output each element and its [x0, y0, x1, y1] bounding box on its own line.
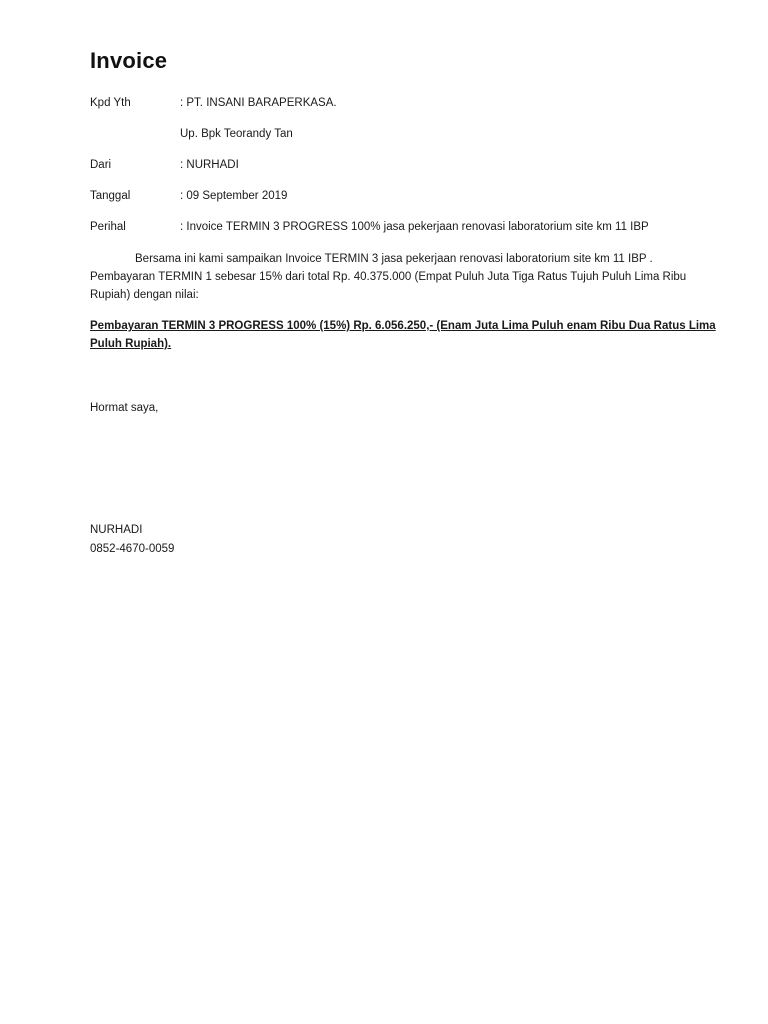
attention-value: Up. Bpk Teorandy Tan	[180, 128, 293, 140]
payment-line-2: Puluh Rupiah).	[90, 338, 172, 350]
sender-value: : NURHADI	[180, 159, 239, 171]
body-line-1: Bersama ini kami sampaikan Invoice TERMIN 3 jasa pekerjaan renovasi laboratorium site km 11 IBP .	[135, 253, 653, 265]
body-line-3: Rupiah) dengan nilai:	[90, 289, 199, 301]
subject-value: : Invoice TERMIN 3 PROGRESS 100% jasa pekerjaan renovasi laboratorium site km 11 IBP	[180, 221, 649, 233]
date-label: Tanggal	[90, 190, 131, 202]
document-title: Invoice	[90, 48, 168, 73]
sender-label: Dari	[90, 159, 112, 171]
payment-line-1: Pembayaran TERMIN 3 PROGRESS 100% (15%) Rp. 6.056.250,- (Enam Juta Lima Puluh enam Ribu Dua Ratus Lima	[90, 320, 716, 332]
signature-name: NURHADI	[90, 524, 143, 536]
body-line-2: Pembayaran TERMIN 1 sebesar 15% dari total Rp. 40.375.000 (Empat Puluh Juta Tiga Ratus Tujuh Puluh Lima Ribu	[90, 271, 687, 283]
body-paragraph	[90, 250, 687, 304]
signature-phone: 0852-4670-0059	[90, 543, 175, 555]
date-value: : 09 September 2019	[180, 190, 288, 202]
recipient-value: : PT. INSANI BARAPERKASA.	[180, 97, 337, 109]
subject-label: Perihal	[90, 221, 126, 233]
recipient-label: Kpd Yth	[90, 97, 131, 109]
closing-salutation: Hormat saya,	[90, 402, 159, 414]
payment-statement	[90, 317, 716, 353]
